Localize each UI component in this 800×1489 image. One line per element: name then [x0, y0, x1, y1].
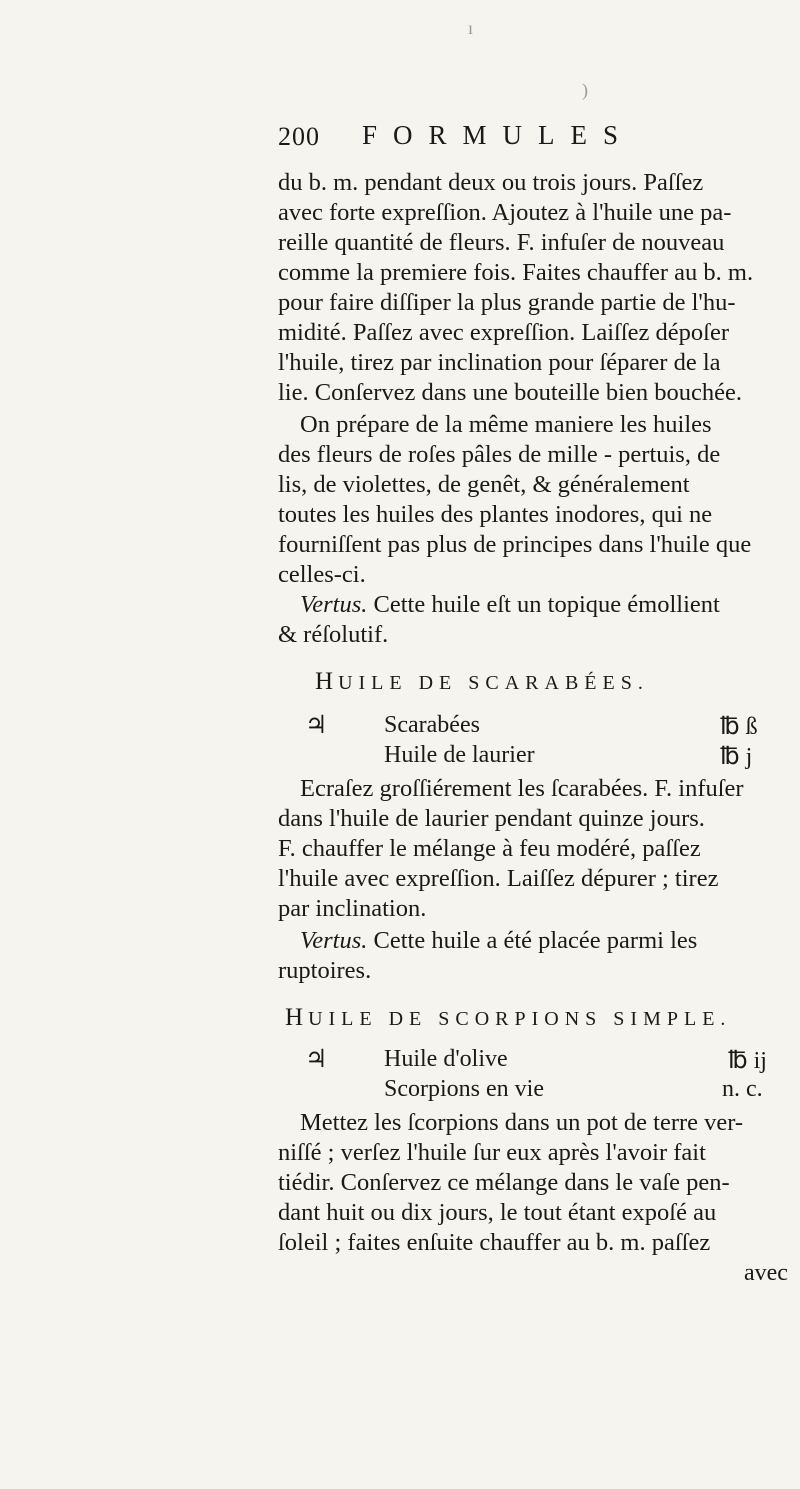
body-line: toutes les huiles des plantes inodores, qui ne: [278, 501, 713, 528]
body-line: comme la premiere fois. Faites chauffer au b. m.: [278, 259, 754, 286]
body-line: lis, de violettes, de genêt, & généralement: [278, 471, 690, 498]
body-line: dant huit ou dix jours, le tout étant expoſé au: [278, 1199, 717, 1226]
ingredient-qty: ℔ ß: [720, 714, 758, 740]
body-line: fourniſſent pas plus de principes dans l'huile que: [278, 531, 752, 558]
body-line: niſſé ; verſez l'huile ſur eux après l'avoir fait: [278, 1139, 706, 1166]
body-line: Mettez les ſcorpions dans un pot de terre ver-: [300, 1109, 744, 1136]
ingredient-name: Huile de laurier: [384, 742, 535, 768]
body-line: par inclination.: [278, 895, 427, 922]
ingredient-name: Scarabées: [384, 712, 480, 738]
page-header: [278, 120, 635, 162]
ingredient-name: Scorpions en vie: [384, 1076, 544, 1102]
vertus-text: Cette huile eſt un topique émollient: [367, 591, 720, 618]
body-line: F. chauffer le mélange à feu modéré, paſſez: [278, 835, 701, 862]
vertus-label: Vertus.: [300, 591, 368, 618]
body-line: tiédir. Conſervez ce mélange dans le vaſe pen-: [278, 1169, 730, 1196]
ingredient-qty: ℔ ij: [728, 1048, 767, 1074]
running-title: FORMULES: [362, 120, 635, 150]
section-title-scarabees: HUILE DE SCARABÉES.: [315, 668, 649, 695]
body-line: du b. m. pendant deux ou trois jours. Paſſez: [278, 169, 704, 196]
recipe-icon: ♃: [305, 1046, 328, 1073]
ingredient-name: Huile d'olive: [384, 1046, 508, 1072]
body-line: lie. Conſervez dans une bouteille bien bouchée.: [278, 379, 742, 406]
vertus-label: Vertus.: [300, 927, 368, 954]
vertus-line: [300, 926, 800, 956]
body-line: On prépare de la même maniere les huiles: [300, 411, 712, 438]
section-title-scorpions: HUILE DE SCORPIONS SIMPLE.: [285, 1004, 732, 1031]
margin-mark: ): [582, 80, 588, 100]
body-line: celles-ci.: [278, 561, 366, 588]
margin-mark: ı: [468, 18, 474, 38]
ingredient-qty: n. c.: [722, 1076, 763, 1102]
body-line: pour faire diſſiper la plus grande partie de l'hu-: [278, 289, 736, 316]
body-line: midité. Paſſez avec expreſſion. Laiſſez dépoſer: [278, 319, 730, 346]
recipe-icon: ♃: [305, 712, 328, 739]
vertus-text: Cette huile a été placée parmi les: [367, 927, 698, 954]
catchword: avec: [744, 1260, 788, 1286]
page-number: 200: [278, 122, 320, 151]
vertus-line: [300, 590, 800, 620]
body-line: l'huile, tirez par inclination pour ſéparer de la: [278, 349, 721, 376]
body-line: ruptoires.: [278, 957, 372, 984]
body-line: des fleurs de roſes pâles de mille - pertuis, de: [278, 441, 721, 468]
body-line: dans l'huile de laurier pendant quinze jours.: [278, 805, 705, 832]
ingredient-qty: ℔ j: [720, 744, 753, 770]
body-line: avec forte expreſſion. Ajoutez à l'huile une pa-: [278, 199, 732, 226]
body-line: ſoleil ; faites enſuite chauffer au b. m. paſſez: [278, 1229, 711, 1256]
body-line: & réſolutif.: [278, 621, 389, 648]
body-line: Ecraſez groſſiérement les ſcarabées. F. infuſer: [300, 775, 744, 802]
body-line: reille quantité de fleurs. F. infuſer de nouveau: [278, 229, 725, 256]
body-line: l'huile avec expreſſion. Laiſſez dépurer ; tirez: [278, 865, 719, 892]
